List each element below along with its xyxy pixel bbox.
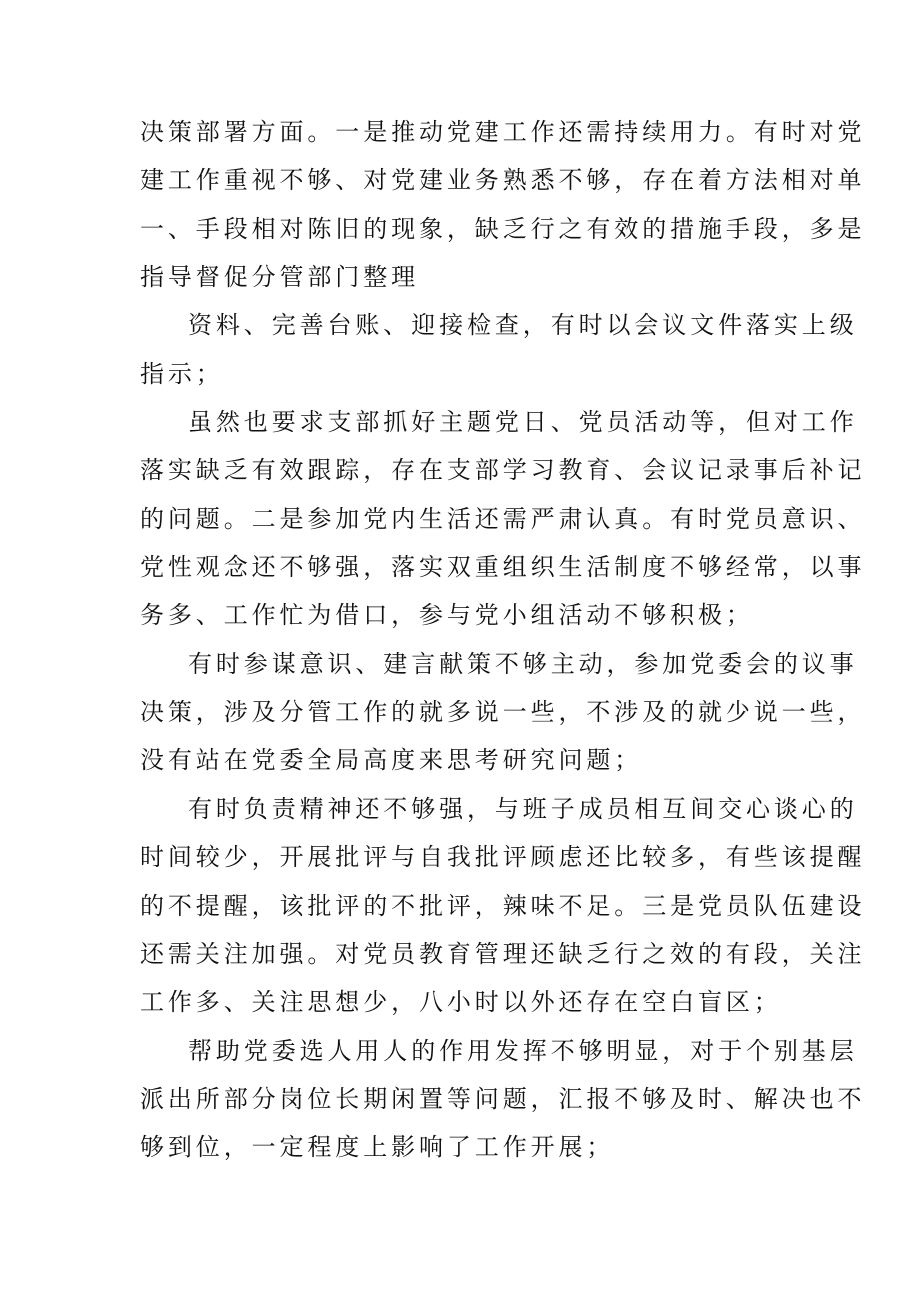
text-line: 时间较少，开展批评与自我批评顾虑还比较多，有些该提醒 [140,843,866,872]
text-line: 的不提醒，该批评的不批评，辣味不足。三是党员队伍建设 [140,891,866,920]
text-line: 资料、完善台账、迎接检查，有时以会议文件落实上级 [188,311,858,340]
text-line: 有时参谋意识、建言献策不够主动，参加党委会的议事 [188,649,858,678]
text-line: 决策部署方面。一是推动党建工作还需持续用力。有时对党 [140,118,866,146]
text-line: 落实缺乏有效跟踪，存在支部学习教育、会议记录事后补记 [140,456,866,485]
text-line: 务多、工作忙为借口，参与党小组活动不够积极； [140,601,754,630]
text-line: 还需关注加强。对党员教育管理还缺乏行之效的有段，关注 [140,939,866,968]
text-line: 决策，涉及分管工作的就多说一些，不涉及的就少说一些， [140,698,866,727]
paragraph-2 [140,309,858,406]
text-line: 虽然也要求支部抓好主题党日、党员活动等，但对工作 [188,408,858,437]
text-line: 够到位，一定程度上影响了工作开展； [140,1133,615,1162]
text-line: 派出所部分岗位长期闲置等问题，汇报不够及时、解决也不 [140,1084,866,1113]
text-line: 有时负责精神还不够强，与班子成员相互间交心谈心的 [188,794,858,823]
paragraph-1 [140,116,866,309]
document-body [140,116,866,1180]
paragraph-5 [140,793,866,1035]
text-line: 的问题。二是参加党内生活还需严肃认真。有时党员意识、 [140,504,866,533]
text-line: 帮助党委选人用人的作用发挥不够明显，对于个别基层 [188,1036,858,1065]
text-line: 党性观念还不够强，落实双重组织生活制度不够经常，以事 [140,553,866,582]
text-line: 没有站在党委全局高度来思考研究问题； [140,746,643,775]
text-line: 指示； [140,359,224,388]
text-line: 工作多、关注思想少，八小时以外还存在空白盲区； [140,988,782,1017]
paragraph-3 [140,406,866,648]
text-line: 建工作重视不够、对党建业务熟悉不够，存在着方法相对单 [140,166,866,195]
paragraph-6 [140,1035,866,1180]
text-line: 一、手段相对陈旧的现象，缺乏行之有效的措施手段，多是 [140,214,866,243]
paragraph-4 [140,648,866,793]
text-line: 指导督促分管部门整理 [140,263,419,292]
